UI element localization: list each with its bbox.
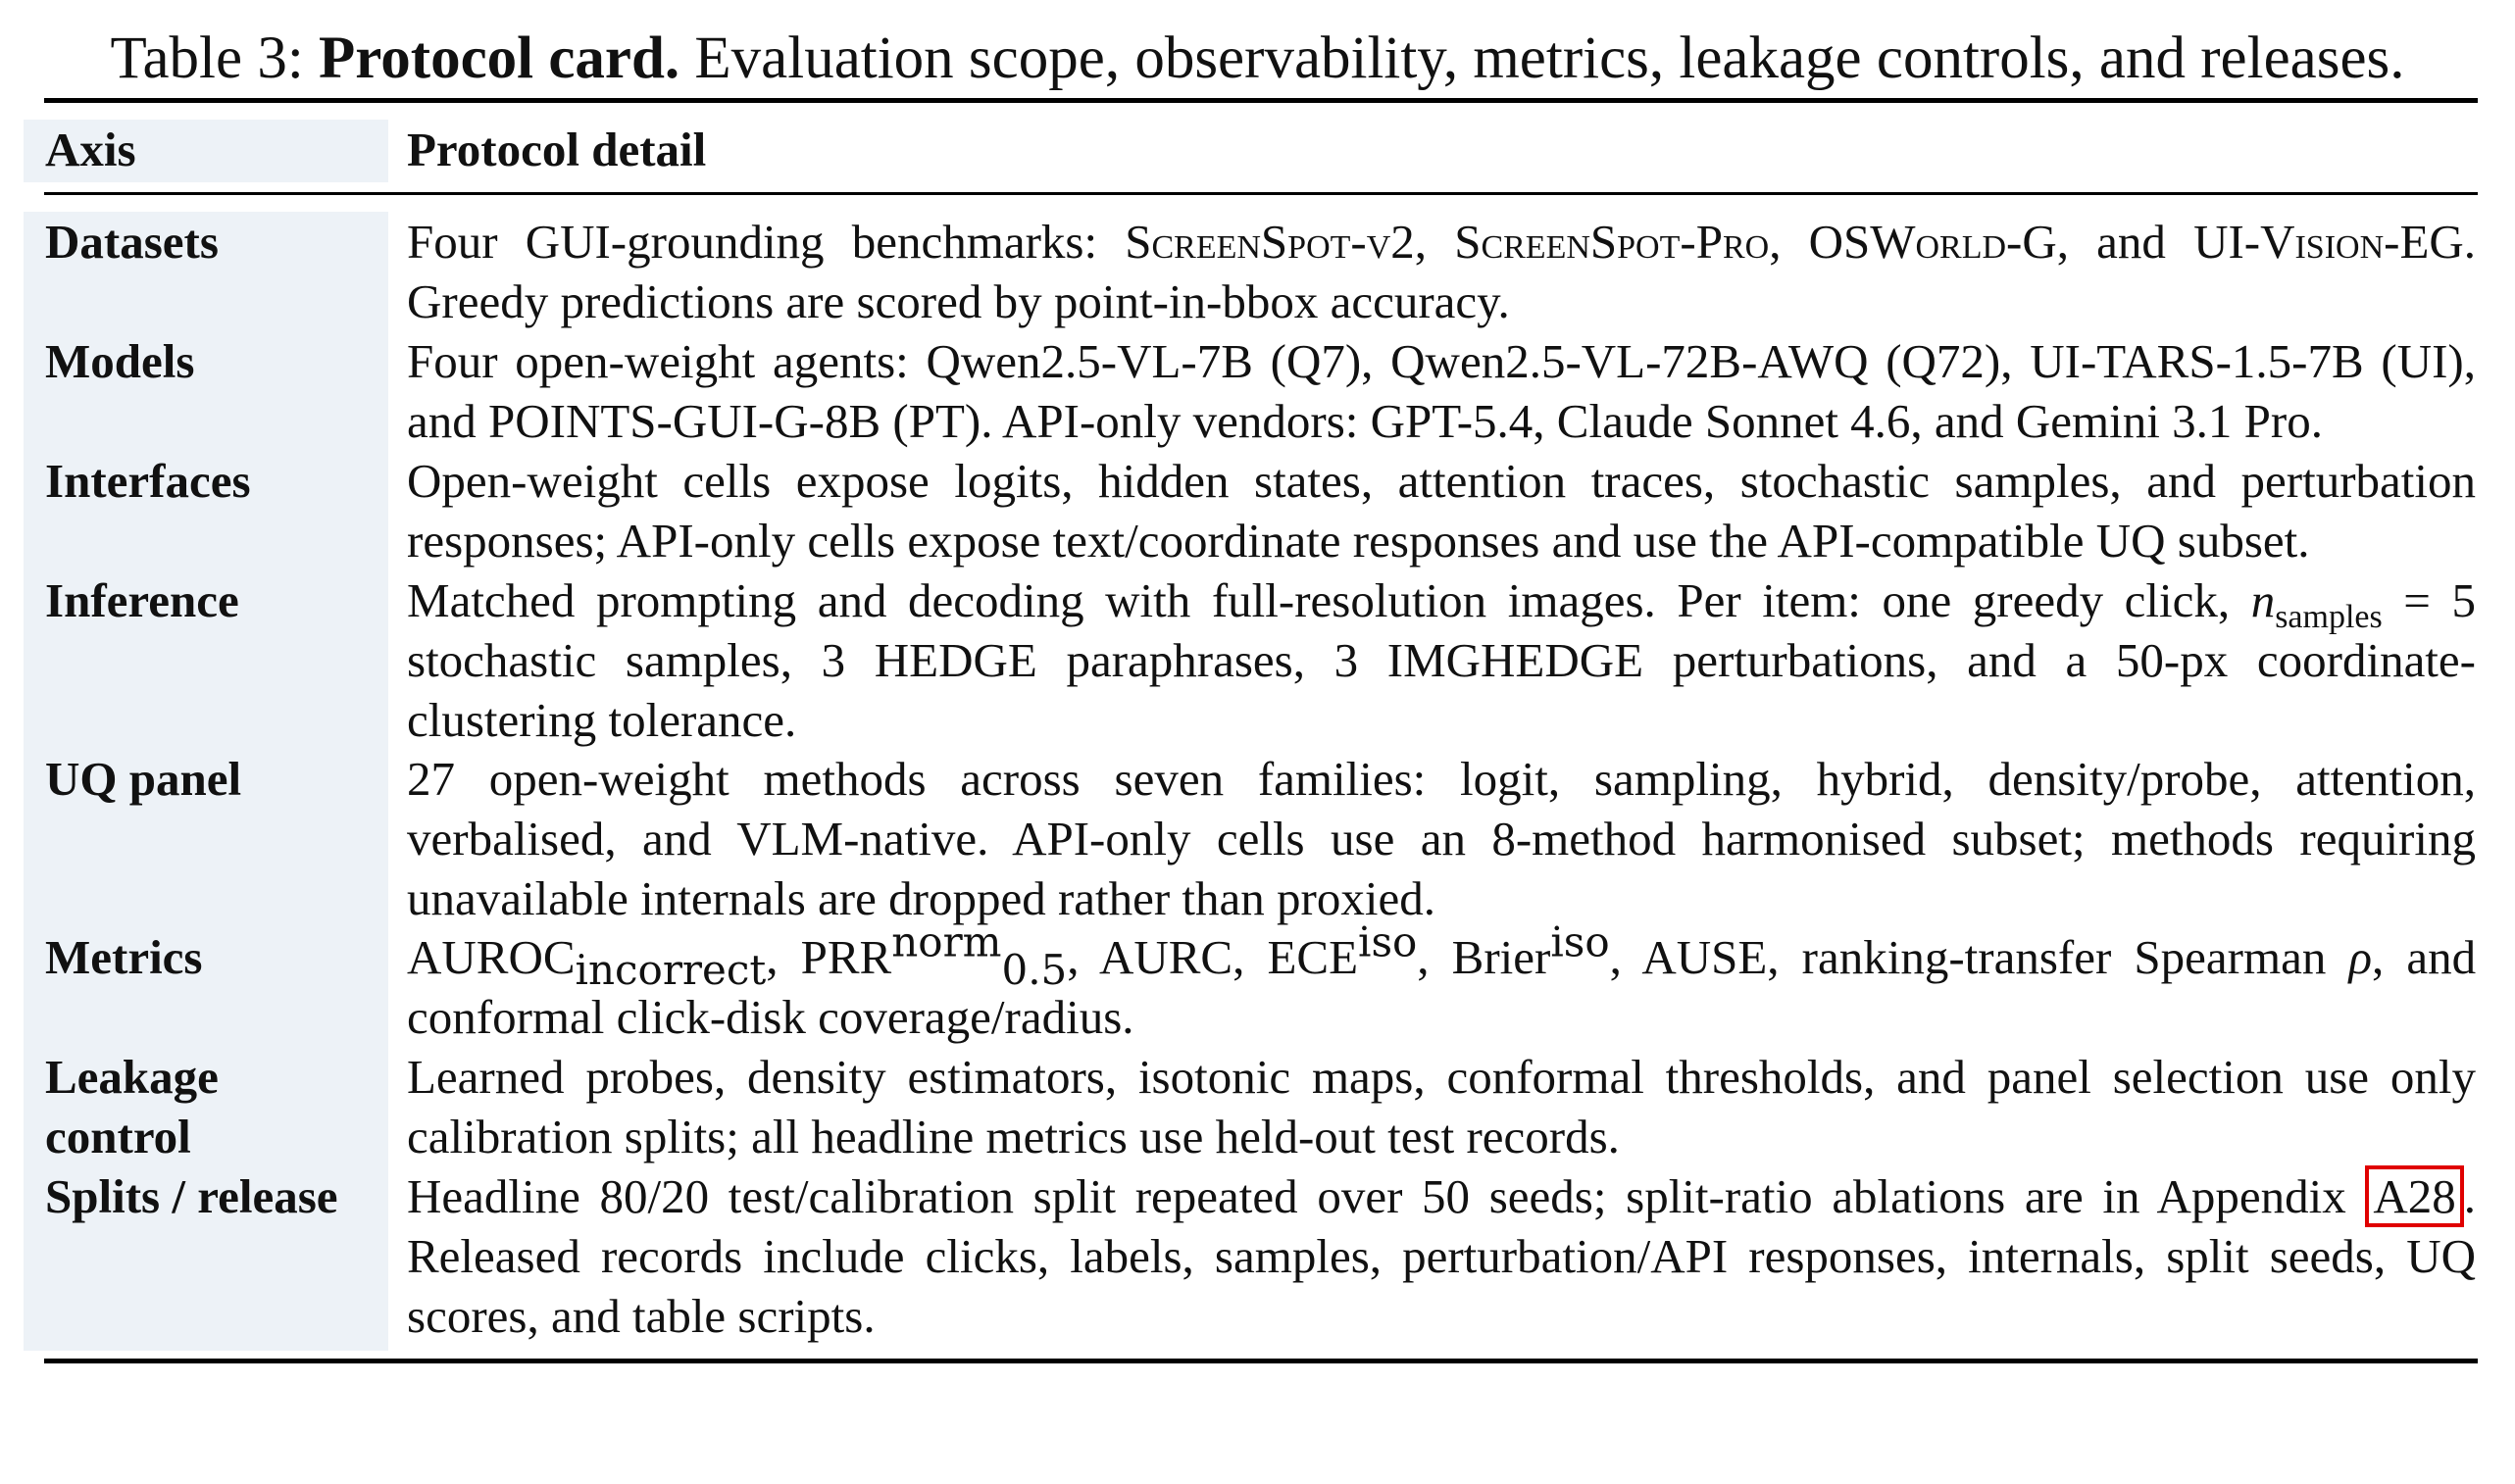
- row-axis-models: Models: [45, 334, 195, 388]
- metrics-text-2: , and conformal click-disk coverage/radius.: [407, 930, 2477, 1044]
- appendix-reference-link[interactable]: A28: [2365, 1165, 2463, 1227]
- metrics-text-1: ranking-transfer Spearman: [1801, 930, 2349, 984]
- caption-title: Protocol card.: [319, 25, 680, 91]
- metric-brier-sup: iso: [1550, 917, 1610, 966]
- row-detail-metrics: $AUROC_{incorrect}$, $PRR^{norm}_{0.5}$, AURC, $ECE^{iso}$, Brier$^{iso}$, AUSE, ranking-transfer Spearman ρ, and conformal click-disk coverage/radius.: [407, 917, 2477, 1044]
- row-axis-metrics: Metrics: [45, 930, 203, 984]
- n-samples-var: n: [2250, 573, 2276, 627]
- metric-ause: AUSE: [1641, 930, 1768, 984]
- row-detail-uq-panel: 27 open-weight methods across seven families: logit, sampling, hybrid, density/probe, attention, verbalised, and VLM-native. API-only cells use an 8-method harmonised subset; methods requiring unavailable internals are dropped rather than proxied.: [407, 752, 2476, 925]
- splits-text-1: Headline 80/20 test/calibration split repeated over 50 seeds; split-ratio ablations are in Appendix: [407, 1169, 2366, 1223]
- metric-brier: Brier: [1451, 930, 1551, 984]
- datasets-text-1: Four GUI-grounding benchmarks:: [407, 215, 1126, 269]
- row-detail-datasets: [407, 212, 2476, 331]
- benchmark-osworld-g: OSWorld-G: [1808, 215, 2057, 269]
- datasets-text-3: ,: [1769, 215, 1809, 269]
- header-rule: [44, 192, 2478, 195]
- benchmark-screenspot-pro: ScreenSpot-Pro: [1454, 215, 1770, 269]
- row-axis-splits-release: Splits / release: [45, 1169, 338, 1223]
- benchmark-screenspot-v2: ScreenSpot-v2: [1125, 215, 1415, 269]
- bottom-rule: [44, 1359, 2478, 1363]
- row-axis-uq-panel: UQ panel: [45, 752, 242, 806]
- metric-auroc: AUROC: [407, 930, 576, 984]
- splits-text-2: . Released records include clicks, labels, samples, perturbation/API responses, internals, split seeds, UQ scores, and table scripts.: [407, 1169, 2476, 1343]
- inference-text-2: = 5 stochastic samples, 3 HEDGE paraphrases, 3 IMGHEDGE perturbations, and a 50-px coordinate-clustering tolerance.: [407, 573, 2476, 747]
- metric-prr: PRR: [800, 930, 892, 984]
- caption-text: Evaluation scope, observability, metrics, leakage controls, and releases.: [694, 25, 2405, 91]
- row-axis-datasets: Datasets: [45, 215, 219, 269]
- metric-prr-sub: 0.5: [1001, 945, 1068, 994]
- metric-ece: ECE: [1267, 930, 1359, 984]
- row-detail-inference: [407, 570, 2476, 750]
- caption-prefix: Table 3:: [110, 25, 304, 91]
- row-detail-interfaces: Open-weight cells expose logits, hidden states, attention traces, stochastic samples, and perturbation responses; API-only cells expose text/coordinate responses and use the API-compatible UQ subset.: [407, 454, 2476, 568]
- metric-ece-sup: iso: [1358, 917, 1418, 966]
- header-axis: Axis: [45, 123, 136, 176]
- table-caption: [0, 18, 2515, 100]
- row-axis-inference: Inference: [45, 573, 239, 627]
- spearman-rho: ρ: [2348, 930, 2372, 984]
- metric-prr-sup: norm: [891, 917, 1002, 966]
- benchmark-ui-vision-eg: UI-Vision-EG: [2193, 215, 2464, 269]
- datasets-text-5: . Greedy predictions are scored by point-in-bbox accuracy.: [407, 215, 2477, 328]
- metric-auroc-sub: incorrect: [575, 945, 767, 994]
- datasets-text-2: ,: [1414, 215, 1455, 269]
- row-detail-models: Four open-weight agents: Qwen2.5-VL-7B (Q7), Qwen2.5-VL-72B-AWQ (Q72), UI-TARS-1.5-7B (UI), and POINTS-GUI-G-8B (PT). API-only vendors: GPT-5.4, Claude Sonnet 4.6, and Gemini 3.1 Pro.: [407, 334, 2476, 448]
- row-detail-splits-release: [407, 1166, 2476, 1346]
- datasets-text-4: , and: [2056, 215, 2194, 269]
- header-detail: Protocol detail: [407, 123, 707, 176]
- row-detail-leakage-control: Learned probes, density estimators, isotonic maps, conformal thresholds, and panel selection use only calibration splits; all headline metrics use held-out test records.: [407, 1050, 2476, 1163]
- top-rule: [44, 98, 2478, 103]
- row-axis-interfaces: Interfaces: [45, 454, 251, 508]
- row-axis-leakage-control: Leakage control: [45, 1050, 219, 1163]
- metric-aurc: AURC: [1098, 930, 1233, 984]
- n-samples-sub: samples: [2275, 598, 2383, 635]
- inference-text-1: Matched prompting and decoding with full-resolution images. Per item: one greedy click,: [407, 573, 2251, 627]
